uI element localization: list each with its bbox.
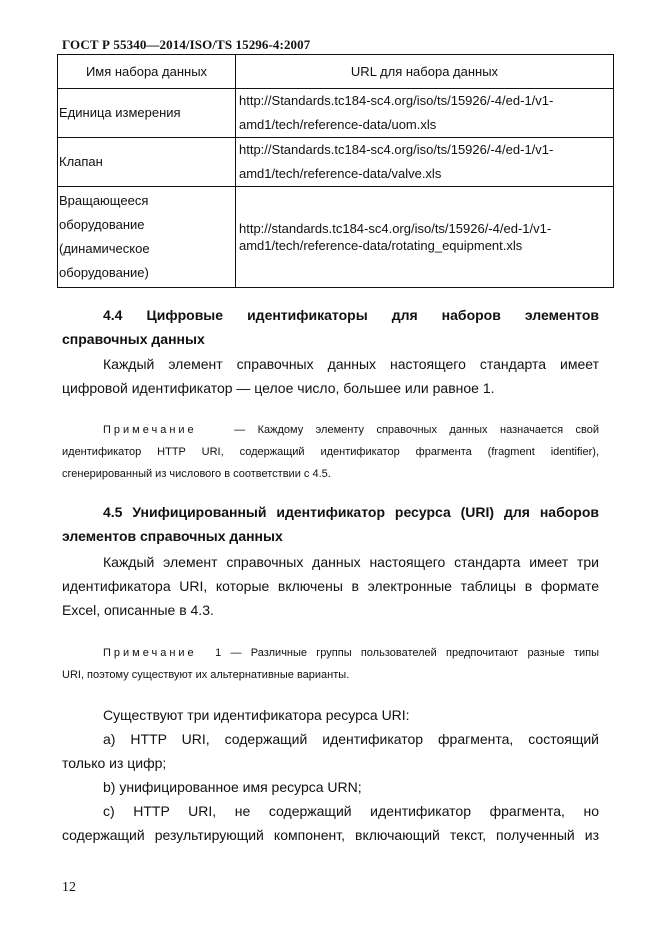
- section-4-5-heading: [62, 500, 599, 548]
- heading-line: 4.4 Цифровые идентификаторы для наборов элементов: [103, 307, 599, 323]
- heading-line: 4.5 Унифицированный идентификатор ресурса (URI) для наборов: [103, 504, 599, 520]
- body-line: цифровой идентификатор — целое число, большее или равное 1.: [62, 380, 495, 396]
- dataset-url-line: http://Standards.tc184-sc4.org/iso/ts/15926/-4/ed-1/v1-: [239, 142, 554, 157]
- dataset-url-line: amd1/tech/reference-data/uom.xls: [239, 117, 437, 132]
- note-text: 1 — Различные группы пользователей предпочитают разные типы: [215, 647, 599, 659]
- dataset-name: Клапан: [59, 154, 103, 169]
- uri-list: [62, 703, 599, 847]
- dataset-name-cell: [58, 89, 236, 138]
- heading-line: элементов справочных данных: [62, 528, 283, 544]
- section-4-4-body: [62, 352, 599, 400]
- dataset-url-line: amd1/tech/reference-data/rotating_equipment.xls: [239, 238, 523, 253]
- section-4-5-body: [62, 550, 599, 622]
- section-4-4-heading: [62, 303, 599, 351]
- note-line: [62, 419, 599, 441]
- reference-data-table: [57, 54, 614, 288]
- section-4-5-note: [62, 642, 599, 686]
- dataset-url-cell: [236, 187, 614, 288]
- list-item-b: b) унифицированное имя ресурса URN;: [103, 779, 362, 795]
- table-row: [58, 138, 614, 187]
- section-4-4-note: [62, 419, 599, 485]
- note-label: Примечание: [103, 424, 197, 436]
- body-line: Excel, описанные в 4.3.: [62, 602, 214, 618]
- body-line: Каждый элемент справочных данных настоящего стандарта имеет три: [103, 554, 599, 570]
- standard-header: ГОСТ Р 55340—2014/ISO/TS 15296-4:2007: [62, 37, 311, 52]
- list-intro: Существуют три идентификатора ресурса URI:: [103, 707, 410, 723]
- dataset-name: Единица измерения: [59, 105, 181, 120]
- table-row: [58, 89, 614, 138]
- list-item-a: а) HTTP URI, содержащий идентификатор фрагмента, состоящий: [103, 731, 599, 747]
- dataset-name-cell: [58, 138, 236, 187]
- dataset-url-cell: [236, 138, 614, 187]
- heading-line: справочных данных: [62, 331, 205, 347]
- dataset-url-line: http://Standards.tc184-sc4.org/iso/ts/15926/-4/ed-1/v1-: [239, 93, 554, 108]
- list-item-c-cont: содержащий результирующий компонент, включающий текст, полученный из: [62, 827, 599, 843]
- dataset-url-line: amd1/tech/reference-data/valve.xls: [239, 166, 442, 181]
- list-item-c: с) HTTP URI, не содержащий идентификатор фрагмента, но: [103, 803, 599, 819]
- body-line: идентификатора URI, которые включены в электронные таблицы в формате: [62, 578, 599, 594]
- column-header-url: URL для набора данных: [236, 55, 614, 89]
- list-item-a-cont: только из цифр;: [62, 755, 167, 771]
- page-number: 12: [62, 880, 76, 895]
- dataset-name-line: Вращающееся: [59, 193, 149, 208]
- table-header-row: [58, 55, 614, 89]
- note-label: Примечание: [103, 647, 197, 659]
- table-row: [58, 187, 614, 288]
- column-header-name: Имя набора данных: [58, 55, 236, 89]
- dataset-name-line: оборудование): [59, 265, 149, 280]
- dataset-name-cell: [58, 187, 236, 288]
- note-text: — Каждому элементу справочных данных назначается свой: [234, 424, 599, 436]
- note-line: [62, 642, 599, 664]
- note-line: URI, поэтому существуют их альтернативные варианты.: [62, 669, 350, 681]
- dataset-name-line: (динамическое: [59, 241, 150, 256]
- note-line: сгенерированный из числового в соответствии с 4.5.: [62, 468, 331, 480]
- dataset-name-line: оборудование: [59, 217, 145, 232]
- body-line: Каждый элемент справочных данных настоящего стандарта имеет: [103, 356, 599, 372]
- note-line: идентификатор HTTP URI, содержащий идентификатор фрагмента (fragment identifier),: [62, 446, 599, 458]
- dataset-url-line: http://standards.tc184-sc4.org/iso/ts/15926/-4/ed-1/v1-: [239, 221, 552, 236]
- dataset-url-cell: [236, 89, 614, 138]
